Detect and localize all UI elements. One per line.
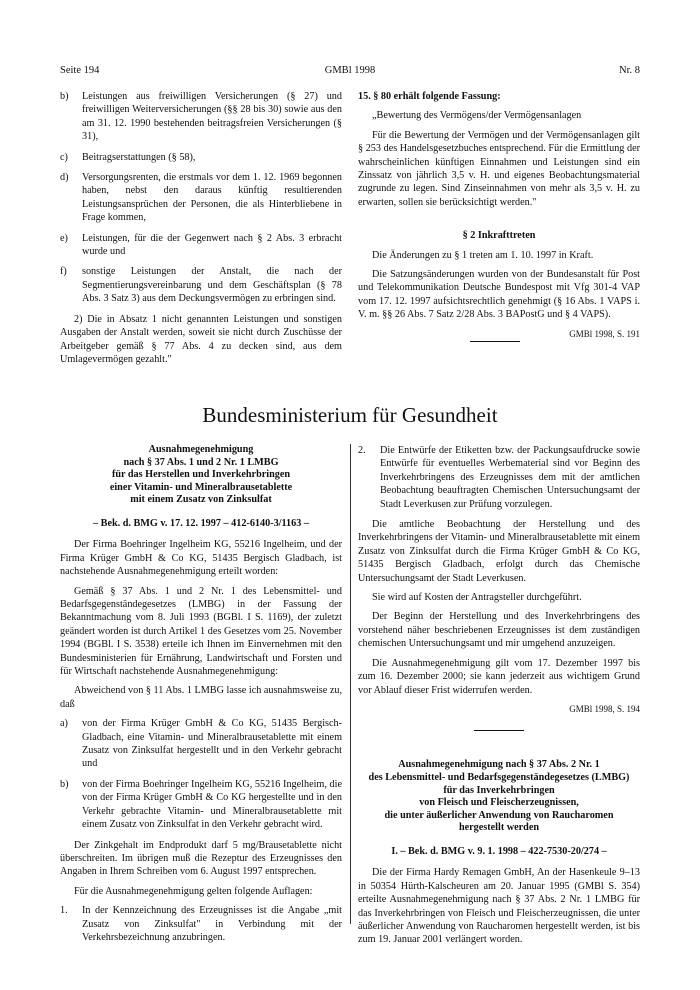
paragraph: Der Beginn der Herstellung und des Inverkehrbringens des vorstehend näher beschriebenen Erzeugnisses ist dem zuständigen chemischen Untersuchungsamt und mir umgehend anzuzeigen.	[358, 611, 640, 650]
paragraph: Die Ausnahmegenehmigung gilt vom 17. Dezember 1997 bis zum 16. Dezember 2000; sie kann jederzeit aus wichtigem Grund vor Ablauf dieser Frist widerrufen werden.	[358, 657, 640, 696]
paragraph: Sie wird auf Kosten der Antragsteller durchgeführt.	[372, 592, 582, 604]
top-right-column	[358, 90, 640, 341]
list-item: e) Leistungen, für die der Gegenwert nach § 2 Abs. 3 erbracht wurde und	[60, 232, 342, 258]
section-title: § 2 Inkrafttreten	[462, 230, 536, 242]
paragraph: Für die Ausnahmegenehmigung gelten folgende Auflagen:	[74, 885, 313, 897]
paragraph: Gemäß § 37 Abs. 1 und 2 Nr. 1 des Lebensmittel- und Bedarfsgegenständegesetzes (LMBG) in der Fassung der Bekanntmachung vom 8. Juli 1993 (BGBl. I S. 1169), der zuletzt geändert worden ist durch Artikel 1 des Gesetzes vom 25. November 1994 (BGBl. I S. 3538) erteile ich Ihnen im Einvernehmen mit den Bundesministerien für Ernährung, Landwirtschaft und Forsten und für Wirtschaft nachstehende Ausnahmegenehmigung:	[60, 585, 342, 678]
bottom-right-column	[358, 444, 640, 953]
ministry-title: Bundesministerium für Gesundheit	[202, 403, 498, 427]
list-item: b) Leistungen aus freiwilligen Versicherungen (§ 27) und freiwilligen Weiterversicherungen (§§ 28 bis 30) sowie aus den am 31. 12. 1990 bestehenden beitragsfreien Versicherungen (§ 31),	[60, 91, 342, 143]
notice-title: Ausnahmegenehmigung nach § 37 Abs. 1 und 2 Nr. 1 LMBG für das Herstellen und Inverkehrbringen einer Vitamin- und Mineralbrausetablette mit einem Zusatz von Zinksulfat	[109, 444, 293, 506]
reference: GMBl 1998, S. 194	[569, 703, 640, 714]
paragraph: Die Satzungsänderungen wurden von der Bundesanstalt für Post und Telekommunikation Deutsche Bundespost mit Vfg 301-4 VAP vom 17. 12. 1997 aufsichtsrechtlich genehmigt (§ 16 Abs. 1 VAPS i. V. m. §§ 26 Abs. 7 Satz 2/28 Abs. 3 BAPostG und § 4 VAPS).	[358, 269, 640, 321]
list-item: a) von der Firma Krüger GmbH & Co KG, 51435 Bergisch-Gladbach, eine Vitamin- und Mineralbrausetablette mit einem Zusatz von Zinksulfat hergestellt und in den Verkehr gebracht und	[60, 718, 342, 770]
divider	[470, 341, 520, 342]
paragraph: Abweichend von § 11 Abs. 1 LMBG lasse ich ausnahmsweise zu, daß	[60, 685, 342, 710]
paragraph: Die der Firma Hardy Remagen GmbH, An der Hasenkeule 9–13 in 50354 Hürth-Kalscheuren am 20. Januar 1995 (GMBl S. 354) erteilte Ausnahmegenehmigung nach § 37 Abs. 2 Nr. 1 LMBG für das Inverkehrbringen von Fleisch und Fleischerzeugnissen, die unter äußerlicher Anwendung von Raucharomen hergestellt werden, ist bis zum 19. Januar 2001 verlängert worden.	[358, 867, 640, 946]
divider	[474, 730, 524, 731]
list-item: b) von der Firma Boehringer Ingelheim KG, 55216 Ingelheim, die von der Firma Krüger GmbH & Co KG hergestellte und in den Verkehr gebrachte Vitamin- und Mineralbrausetablette mit einem Zusatz von Zinksulfat in den Verkehr gebracht wird.	[60, 778, 342, 831]
issue-number: Nr. 8	[619, 65, 640, 76]
paragraph: 2) Die in Absatz 1 nicht genannten Leistungen und sonstigen Ausgaben der Anstalt werden, soweit sie nicht durch Zuschüsse der Arbeitgeber gemäß § 77 Abs. 4 zu decken sind, aus dem Umlagevermögen gezahlt."	[60, 313, 342, 365]
reference: GMBl 1998, S. 191	[569, 328, 640, 339]
bottom-left-column	[60, 444, 342, 951]
quote-body: Für die Bewertung der Vermögen und der Vermögensanlagen gilt § 253 des Handelsgesetzbuches entsprechend. Für die Ermittlung der wahrscheinlichen künftigen Einnahmen und Leistungen sind ein Zinssatz von jährlich 3,5 v. H. und eigenes Beobachtungsmaterial zugrunde zu legen. Sind Zinseinnahmen von mehr als 3,5 v. H. zu erwarten, sollen sie berücksichtigt werden."	[358, 129, 640, 208]
paragraph: Der Zinkgehalt im Endprodukt darf 5 mg/Brausetablette nicht überschreiten. Im übrigen muß die Rezeptur des Erzeugnisses den Angaben in Ihrem Schreiben vom 6. August 1997 entsprechen.	[60, 839, 342, 878]
paragraph: Die amtliche Beobachtung der Herstellung und des Inverkehrbringens der Vitamin- und Mineralbrausetablette mit einem Zusatz von Zinksulfat durch die Firma Krüger GmbH & Co KG, 51435 Bergisch Gladbach, erfolgt durch das Chemische Untersuchungsamt der Stadt Leverkusen.	[358, 519, 640, 584]
paragraph: Die Änderungen zu § 1 treten am 1. 10. 1997 in Kraft.	[372, 249, 594, 261]
list-item: 1. In der Kennzeichnung des Erzeugnisses ist die Angabe „mit Zusatz von Zinksulfat" in Verbindung mit der Verkehrsbezeichnung anzubringen.	[60, 905, 342, 943]
list-item: c) Beitragserstattungen (§ 58),	[60, 151, 196, 163]
page-number: Seite 194	[60, 65, 100, 76]
notice-title: Ausnahmegenehmigung nach § 37 Abs. 2 Nr. 1 des Lebensmittel- und Bedarfsgegenständegesetzes (LMBG) für das Inverkehrbringen von Fleisch und Fleischerzeugnissen, die unter äußerlicher Anwendung von Raucharomen hergestellt werden	[368, 759, 630, 834]
notice-reference: I. – Bek. d. BMG v. 9. 1. 1998 – 422-7530-20/274 –	[391, 845, 607, 857]
notice-reference: – Bek. d. BMG v. 17. 12. 1997 – 412-6140-3/1163 –	[93, 517, 309, 529]
list-item: f) sonstige Leistungen der Anstalt, die nach der Segmentierungsvereinbarung und dem Geschäftsplan (§ 78 Abs. 3 Satz 3) aus dem Deckungsvermögen zu erbringen sind.	[60, 266, 342, 305]
list-item: 2. Die Entwürfe der Etiketten bzw. der Packungsaufdrucke sowie Entwürfe für eventuelles Werbematerial sind vor Beginn des Inverkehrbringens des Erzeugnisses dem mit der amtlichen Beobachtung beauftragten Chemischen Untersuchungsamt der Stadt Leverkusen zur Prüfung vorzulegen.	[358, 445, 640, 510]
list-item: d) Versorgungsrenten, die erstmals vor dem 1. 12. 1969 begonnen haben, nebst den daraus künftig resultierenden Leistungsansprüchen der Personen, die als Hinterbliebene in Frage kommen,	[60, 172, 342, 224]
quote-title: „Bewertung des Vermögens/der Vermögensanlagen	[372, 110, 582, 122]
top-left-column	[60, 90, 342, 372]
paragraph: Der Firma Boehringer Ingelheim KG, 55216 Ingelheim, und der Firma Krüger GmbH & Co KG, 51435 Bergisch Gladbach, ist nachstehende Ausnahmegenehmigung erteilt worden:	[60, 539, 342, 578]
journal-title: GMBl 1998	[324, 65, 376, 76]
column-divider	[350, 444, 351, 924]
section-heading: 15. § 80 erhält folgende Fassung:	[358, 91, 501, 102]
